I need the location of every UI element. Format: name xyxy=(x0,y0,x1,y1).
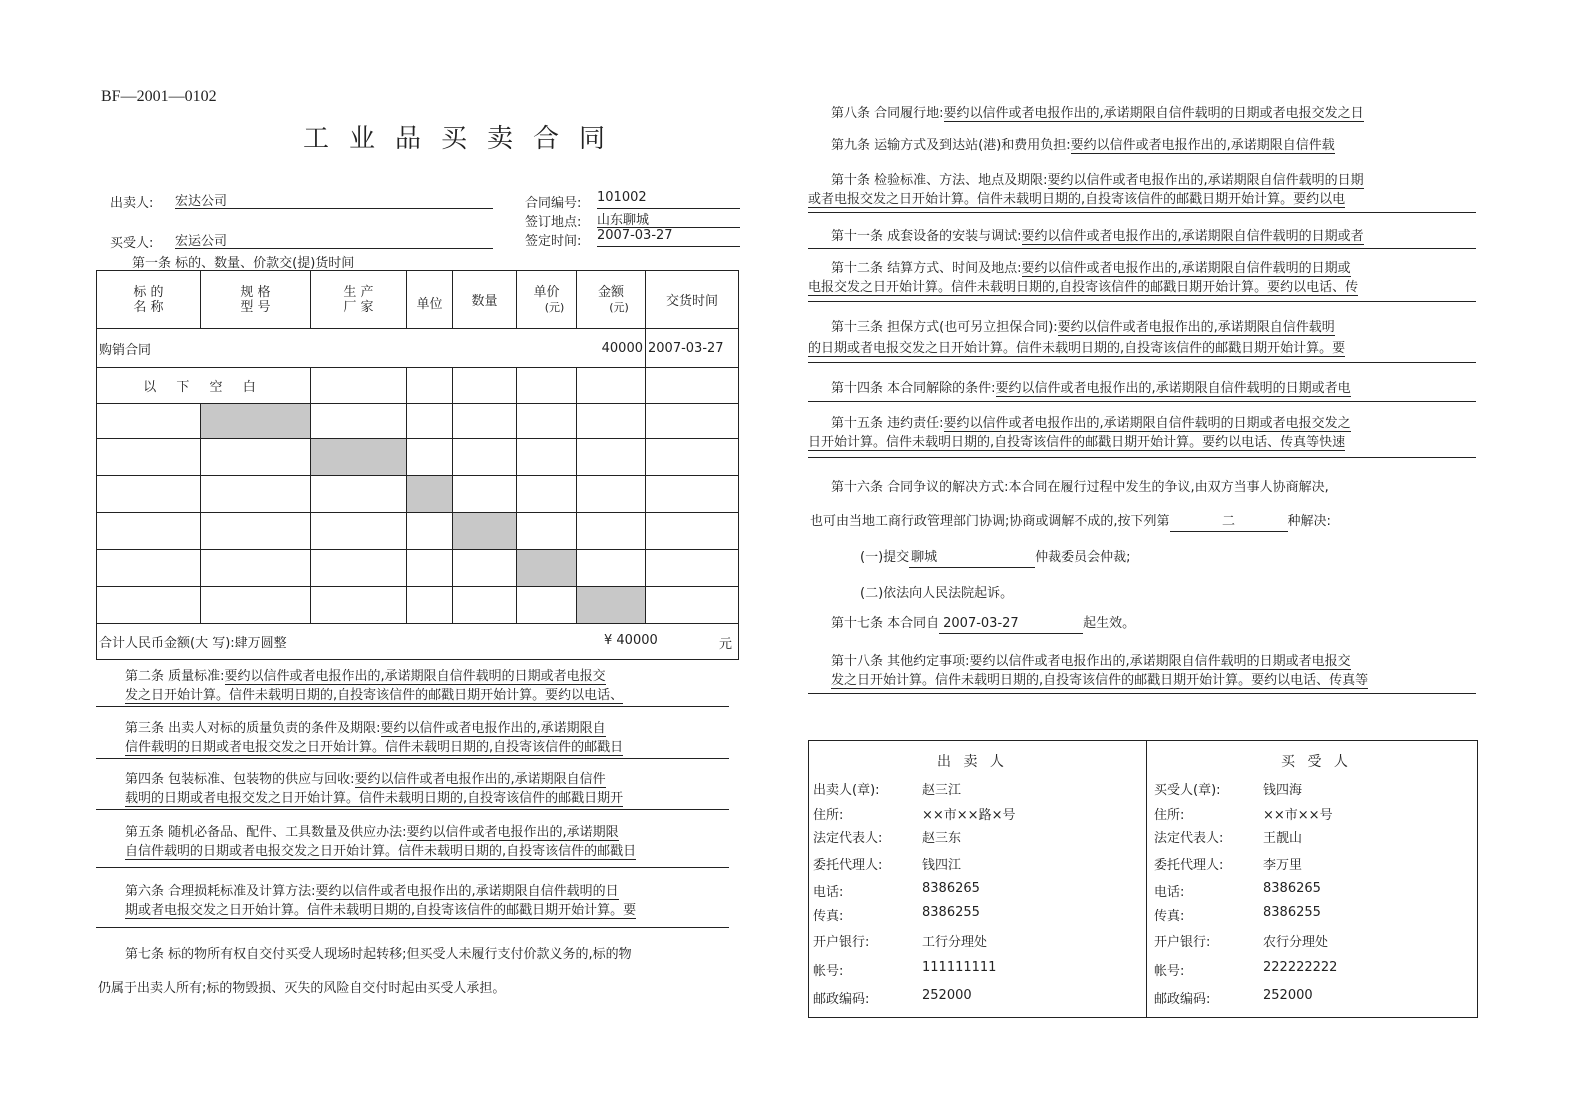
clause-2-rule xyxy=(96,706,729,707)
table-row xyxy=(97,476,739,513)
sign-place-label: 签订地点: xyxy=(525,215,582,230)
clause-4: 第四条 包装标准、包装物的供应与回收:要约以信件或者电报作出的,承诺期限自信件 载明的日期或者电报交发之日开始计算。信件未载明日期的,自投寄该信件的邮戳日期开 xyxy=(125,772,624,806)
clause-7-line-1: 第七条 标的物所有权自交付买受人现场时起转移;但买受人未履行支付价款义务的,标的物 xyxy=(125,947,632,962)
buyer-field xyxy=(175,230,493,249)
seller-seal: 赵三江 xyxy=(922,783,962,798)
contract-no-label: 合同编号: xyxy=(525,196,582,211)
buyer-agent: 李万里 xyxy=(1263,858,1303,873)
sign-date-field xyxy=(597,228,740,247)
blank-note: 以 下 空 白 xyxy=(97,368,311,404)
clause-6: 第六条 合理损耗标准及计算方法:要约以信件或者电报作出的,承诺期限自信件载明的日 期或者电报交发之日开始计算。信件未载明日期的,自投寄该信件的邮戳日期开始计算。要 xyxy=(125,884,637,918)
col-name: 标 的 名 称 xyxy=(97,271,201,329)
clause-7-line-2: 仍属于出卖人所有;标的物毁损、灭失的风险自交付时起由买受人承担。 xyxy=(98,981,506,996)
clause-9: 第九条 运输方式及到达站(港)和费用负担:要约以信件或者电报作出的,承诺期限自信件载 xyxy=(831,138,1335,153)
clause-11: 第十一条 成套设备的安装与调试:要约以信件或者电报作出的,承诺期限自信件载明的日期或者 xyxy=(831,229,1364,244)
clause-12-line-2: 电报交发之日开始计算。信件未载明日期的,自投寄该信件的邮戳日期开始计算。要约以电话、传 xyxy=(808,280,1359,295)
table-row xyxy=(97,368,739,404)
seller-agent: 钱四江 xyxy=(922,858,962,873)
col-unit: 单位 xyxy=(407,271,453,329)
buyer-phone-label: 电话: xyxy=(1154,885,1185,900)
clause-3: 第三条 出卖人对标的质量负责的条件及期限:要约以信件或者电报作出的,承诺期限自 信件载明的日期或者电报交发之日开始计算。信件未载明日期的,自投寄该信件的邮戳日 xyxy=(125,721,624,755)
table-row xyxy=(97,587,739,624)
sign-date-value: 2007-03-27 xyxy=(597,228,673,243)
clause-3-rule xyxy=(96,758,729,759)
clause-16-line-2: 也可由当地工商行政管理部门协调;协商或调解不成的,按下列第 二 种解决: xyxy=(810,512,1476,532)
clause-6-rule xyxy=(96,927,729,928)
total-label: 合计人民币金额(大 写):肆万圆整 xyxy=(99,636,287,651)
clause-15-line-2: 日开始计算。信件未载明日期的,自投寄该信件的邮戳日期开始计算。要约以电话、传真等快速 xyxy=(808,435,1346,450)
doc-code: BF—2001—0102 xyxy=(101,88,217,105)
effective-date: 2007-03-27 xyxy=(939,614,1083,634)
buyer-seal: 钱四海 xyxy=(1263,783,1303,798)
table-row xyxy=(97,439,739,476)
clause-2: 第二条 质量标准:要约以信件或者电报作出的,承诺期限自信件载明的日期或者电报交 发之日开始计算。信件未载明日期的,自投寄该信件的邮戳日期开始计算。要约以电话、 xyxy=(125,669,624,703)
clause-10-line-2: 或者电报交发之日开始计算。信件未载明日期的,自投寄该信件的邮戳日期开始计算。要约以电 xyxy=(808,192,1346,207)
total-unit: 元 xyxy=(718,637,732,652)
contract-no-value: 101002 xyxy=(597,190,647,205)
seller-header: 出 卖 人 xyxy=(937,754,1008,770)
buyer-addr: ××市××号 xyxy=(1263,808,1333,823)
party-info-table xyxy=(808,740,1478,1018)
seller-legal: 赵三东 xyxy=(922,831,962,846)
col-price: 单价 (元) xyxy=(517,271,577,329)
clause-14: 第十四条 本合同解除的条件:要约以信件或者电报作出的,承诺期限自信件载明的日期或者电 xyxy=(831,381,1351,396)
seller-agent-label: 委托代理人: xyxy=(813,858,883,873)
party-divider xyxy=(1146,741,1147,1017)
table-header-row xyxy=(97,271,739,329)
col-spec: 规 格 型 号 xyxy=(201,271,311,329)
clause-1-title: 第一条 标的、数量、价款交(提)货时间 xyxy=(132,256,355,271)
seller-zip-label: 邮政编码: xyxy=(813,992,870,1007)
seller-zip: 252000 xyxy=(922,988,972,1003)
seller-addr-label: 住所: xyxy=(813,808,844,823)
seller-addr: ××市××路×号 xyxy=(922,808,1016,823)
goods-table xyxy=(96,270,739,660)
buyer-legal: 王靓山 xyxy=(1263,831,1303,846)
seller-account-label: 帐号: xyxy=(813,964,844,979)
sign-place-value: 山东聊城 xyxy=(597,213,650,228)
clause-15-line-1: 第十五条 违约责任:要约以信件或者电报作出的,承诺期限自信件载明的日期或者电报交发之 xyxy=(831,416,1351,431)
buyer-agent-label: 委托代理人: xyxy=(1154,858,1224,873)
buyer-bank: 农行分理处 xyxy=(1263,935,1329,950)
clause-12-rule xyxy=(808,301,1476,302)
buyer-value: 宏运公司 xyxy=(175,234,228,249)
col-qty: 数量 xyxy=(453,271,517,329)
col-maker: 生 产 厂 家 xyxy=(311,271,407,329)
seller-value: 宏达公司 xyxy=(175,194,228,209)
sign-place-field xyxy=(597,209,740,228)
table-row xyxy=(97,513,739,550)
clause-10-line-1: 第十条 检验标准、方法、地点及期限:要约以信件或者电报作出的,承诺期限自信件载明的日期 xyxy=(831,173,1364,188)
buyer-label: 买受人: xyxy=(110,236,154,251)
buyer-bank-label: 开户银行: xyxy=(1154,935,1211,950)
page-title: 工业品买卖合同 xyxy=(303,124,626,154)
seller-phone-label: 电话: xyxy=(813,885,844,900)
buyer-fax: 8386255 xyxy=(1263,905,1321,920)
clause-5-rule xyxy=(96,867,729,868)
clause-14-rule xyxy=(808,401,1476,402)
dispute-choice: 二 xyxy=(1170,512,1288,532)
clause-15-rule xyxy=(808,457,1476,458)
buyer-seal-label: 买受人(章): xyxy=(1154,783,1221,798)
seller-bank: 工行分理处 xyxy=(922,935,988,950)
seller-bank-label: 开户银行: xyxy=(813,935,870,950)
clause-18-rule xyxy=(808,693,1476,694)
col-delivery: 交货时间 xyxy=(646,271,739,329)
buyer-account: 222222222 xyxy=(1263,960,1338,975)
clause-11-rule xyxy=(808,248,1476,249)
clause-16-option-2: (二)依法向人民法院起诉。 xyxy=(860,586,1014,601)
buyer-zip-label: 邮政编码: xyxy=(1154,992,1211,1007)
col-amount: 金额 (元) xyxy=(577,271,646,329)
seller-fax-label: 传真: xyxy=(813,909,844,924)
clause-13-line-1: 第十三条 担保方式(也可另立担保合同):要约以信件或者电报作出的,承诺期限自信件载明 xyxy=(831,320,1335,335)
clause-13-line-2: 的日期或者电报交发之日开始计算。信件未载明日期的,自投寄该信件的邮戳日期开始计算。要 xyxy=(808,341,1346,356)
clause-13-rule xyxy=(808,362,1476,363)
buyer-addr-label: 住所: xyxy=(1154,808,1185,823)
seller-account: 111111111 xyxy=(922,960,997,975)
clause-10-rule xyxy=(808,212,1476,213)
row1-amount: 40000 xyxy=(577,329,646,368)
table-row xyxy=(97,404,739,439)
clause-5: 第五条 随机必备品、配件、工具数量及供应办法:要约以信件或者电报作出的,承诺期限 自信件载明的日期或者电报交发之日开始计算。信件未载明日期的,自投寄该信件的邮戳日 xyxy=(125,825,637,859)
clause-16-option-1: (一)提交 聊城 仲裁委员会仲裁; xyxy=(860,548,1460,568)
buyer-zip: 252000 xyxy=(1263,988,1313,1003)
clause-4-rule xyxy=(96,809,729,810)
row1-name: 购销合同 xyxy=(97,329,577,368)
total-cell xyxy=(97,624,739,660)
total-amount: ¥ 40000 xyxy=(604,633,658,648)
buyer-phone: 8386265 xyxy=(1263,881,1321,896)
arbitration-place: 聊城 xyxy=(909,548,1035,568)
clause-8: 第八条 合同履行地:要约以信件或者电报作出的,承诺期限自信件载明的日期或者电报交发之日 xyxy=(831,106,1364,121)
seller-legal-label: 法定代表人: xyxy=(813,831,883,846)
clause-17: 第十七条 本合同自 2007-03-27 起生效。 xyxy=(831,614,1451,634)
clause-12-line-1: 第十二条 结算方式、时间及地点:要约以信件或者电报作出的,承诺期限自信件载明的日期或 xyxy=(831,261,1351,276)
buyer-header: 买 受 人 xyxy=(1281,754,1352,770)
seller-label: 出卖人: xyxy=(110,196,154,211)
table-row xyxy=(97,550,739,587)
clause-16-line-1: 第十六条 合同争议的解决方式:本合同在履行过程中发生的争议,由双方当事人协商解决, xyxy=(831,480,1329,495)
buyer-account-label: 帐号: xyxy=(1154,964,1185,979)
contract-no-field xyxy=(597,190,740,209)
seller-phone: 8386265 xyxy=(922,881,980,896)
table-row xyxy=(97,329,739,368)
buyer-legal-label: 法定代表人: xyxy=(1154,831,1224,846)
sign-date-label: 签定时间: xyxy=(525,234,582,249)
total-row xyxy=(97,624,739,660)
seller-fax: 8386255 xyxy=(922,905,980,920)
seller-seal-label: 出卖人(章): xyxy=(813,783,880,798)
buyer-fax-label: 传真: xyxy=(1154,909,1185,924)
row1-delivery: 2007-03-27 xyxy=(646,329,739,368)
clause-18: 第十八条 其他约定事项:要约以信件或者电报作出的,承诺期限自信件载明的日期或者电报交 发之日开始计算。信件未载明日期的,自投寄该信件的邮戳日期开始计算。要约以电话、传真等 xyxy=(831,654,1369,688)
seller-field xyxy=(175,190,493,209)
